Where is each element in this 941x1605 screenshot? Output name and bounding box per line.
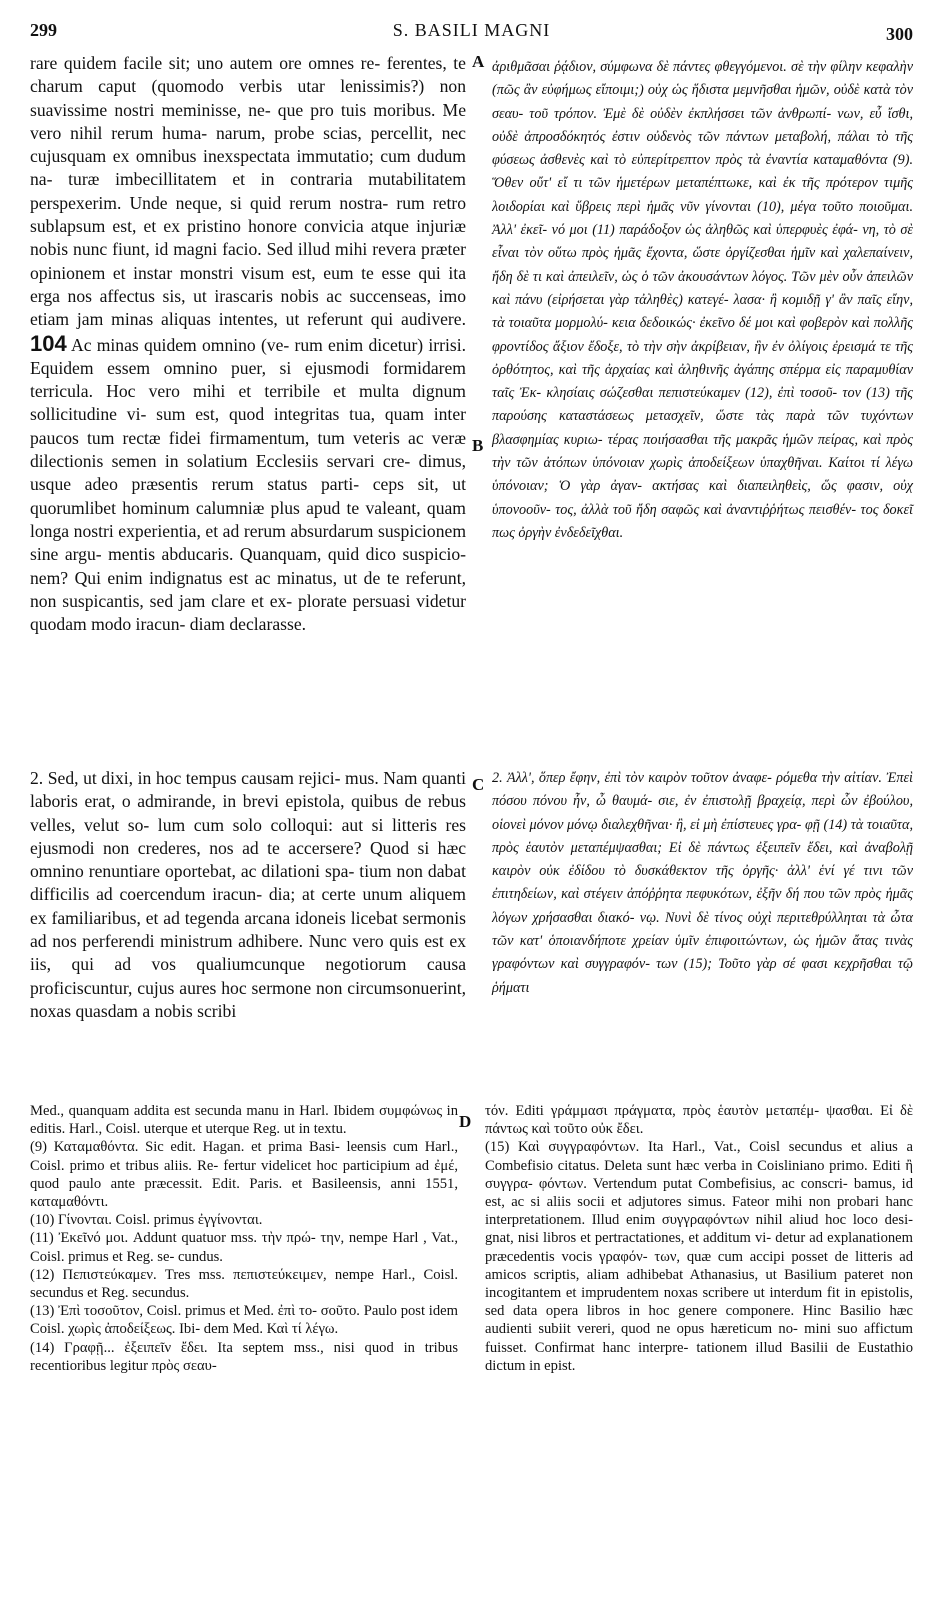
footnote: (12) Πεπιστεύκαμεν. Tres mss. πεπιστεύκειμεν, nempe Harl., Coisl. secundus et Reg. secundus.	[30, 1266, 458, 1302]
margin-marker-c: C	[472, 775, 485, 794]
footnote: Med., quanquam addita est secunda manu in Harl. Ibidem συμφώνως in editis. Harl., Coisl. uterque et uterque Reg. ut in textu.	[30, 1103, 458, 1138]
footnote: (13) Ἐπὶ τοσοῦτον, Coisl. primus et Med. ἐπὶ το- σοῦτο. Paulo post idem Coisl. χωρὶς ἀποδείξεως. Ibi- dem Med. Καὶ τί λέγω.	[30, 1303, 458, 1338]
greek-paragraph-2: 2. Ἀλλ', ὅπερ ἔφην, ἐπὶ τὸν καιρὸν τοῦτον ἀναφε- ρόμεθα τὴν αἰτίαν. Ἐπεὶ πόσου πόνου ἦν, ὦ θαυμά- σιε, ἐν ἐπιστολῇ βραχείᾳ, περὶ ὧν ἐβούλου, οἱονεὶ μόνον μόνῳ διαλεχθῆναι· ἢ, εἰ μὴ ἐπίστευες γρα- φῇ (14) τὰ τοιαῦτα, πρὸς ἑαυτὸν μεταπέμψασθαι; Εἰ δὲ πάντως ἐξειπεῖν ἔδει, καὶ ἀναβολῇ καιρὸν οὐκ ἐδίδου τὸ δυσκάθεκτον τῆς ὀργῆς· ἀλλ' ἑνί γέ τινι τῶν ἐπιτηδείων, καὶ στέγειν ἀπόῤῥητα πεφυκότων, ἐξῆν δή που τῶν πρὸς ἡμᾶς λόγων χρήσασθαι διακό- νῳ. Νυνὶ δὲ τίνος οὐχὶ περιτεθρύλληται τὰ ὦτα τῶν κατ' ὁποιανδήποτε χρείαν ὑμῖν ἐπιφοιτώντων, ὡς ἡμῶν ἄτας τινὰς γραφόντων καὶ συγγραφόν- των (15); Τοῦτο γὰρ σέ φασι κεχρῆσθαι τῷ ῥήματι	[492, 770, 913, 996]
column-number: 104	[30, 330, 67, 356]
greek-paragraph-1: ἀριθμᾶσαι ῥᾴδιον, σύμφωνα δὲ πάντες φθεγγόμενοι. σὲ τὴν φίλην κεφαλὴν (πῶς ἂν εὐφήμως εἴποιμι;) οὐχ ὡς ἥδιστα μεμνῆσθαι ἡμῶν, οὐδὲ κατὰ τὸν σεαυ- τοῦ τρόπον. Ἐμὲ δὲ οὐδὲν ἐκπλήσσει τῶν ἀνθρωπί- νων, εὖ ἴσθι, οὐδὲ ἀπροσδόκητός ἐστιν οὐδενὸς τῶν πάντων μεταβολή, πάλαι τὸ τῆς φύσεως ἀσθενὲς καὶ τὸ εὐπερίτρεπτον πρὸς τὰ ἐναντία καταμαθόντα (9). Ὅθεν οὔτ' εἴ τι τῶν ἡμετέρων μεταπέπτωκε, καὶ ἐκ τῆς πρότερον τιμῆς λοιδορίαι καὶ ὕβρεις περὶ ἡμᾶς νῦν γίνονται (10), μέγα τοῦτο ποιοῦμαι. Ἀλλ' ἐκεῖ- νό μοι (11) παράδοξον ὡς ἀληθῶς καὶ ὑπερφυὲς ἐφά- νη, τὸ σὲ εἶναι τὸν οὕτω πρὸς ἡμᾶς ἔχοντα, ὥστε ὀργίζεσθαι ἡμῖν καὶ χαλεπαίνειν, ἤδη δὲ τι καὶ ἀπειλεῖν, ὡς ὁ τῶν ἀκουσάντων λόγος. Τῶν μὲν οὖν ἀπειλῶν καὶ πάνυ (εἰρήσεται γὰρ τἀληθὲς) κατεγέ- λασα· ἢ κομιδῇ γ' ἂν παῖς εἴην, τὰ τοιαῦτα μορμολύ- κεια δεδοικώς· ἐκεῖνο δέ μοι καὶ φοβερὸν καὶ πολλῆς φροντίδος ἄξιον ἔδοξε, τὸ τὴν σὴν ἀκρίβειαν, ἣν ἐν ὀλίγοις ἐρεισμά τε τῆς ὀρθότητος, καὶ τῆς ἀρχαίας καὶ ἀληθινῆς ἀγάπης σπέρμα εἰς παραμυθίαν ταῖς Ἐκ- κλησίαις σώζεσθαι πεπιστεύκαμεν (12), ἐπὶ τοσοῦ- τον (13) τῆς παρούσης καταστάσεως μετασχεῖν, ὥστε τὰς παρὰ τῶν τυχόντων βλασφημίας κυριω- τέρας ποιήσασθαι τῆς μακρᾶς ἡμῶν πείρας, καὶ πρὸς τὴν τῶν ἀτόπων ὑπόνοιαν χωρὶς ἀποδείξεων ὑπαχθῆναι. Καίτοι τί λέγω ὑπόνοιαν; Ὁ γὰρ ἀγαν- ακτήσας καὶ διαπειληθεὶς, ὥς φασιν, οὐχ ὑπονοοῦν- τος, ἀλλὰ τοῦ ἤδη σαφῶς καὶ ἀναντιῤῥήτως πεισθέν- τος δοκεῖ πως ὀργὴν ἐνδεδεῖχθαι.	[492, 59, 913, 541]
footnote: τόν. Editi γράμμασι πράγματα, πρὸς ἑαυτὸν μεταπέμ- ψασθαι. Εἰ δὲ πάντως καὶ τοῦτο οὐκ ἔδει.	[485, 1103, 913, 1138]
footnotes-left	[30, 1102, 458, 1375]
page-number-left: 299	[30, 20, 57, 40]
running-head-title: S. BASILI MAGNI	[392, 20, 551, 40]
footnote: (14) Γραφῇ... ἐξειπεῖν ἔδει. Ita septem mss., nisi quod in tribus recentioribus legitur πρὸς σεαυ-	[30, 1339, 458, 1374]
latin-paragraph-2: 2. Sed, ut dixi, in hoc tempus causam rejici- mus. Nam quanti laboris erat, o admirande, in brevi epistola, quibus de rebus velles, velut so- lum cum solo colloqui: aut si litteris res ejusmodi non crederes, nos ad te accersere? Quod si hæc omnino renuntiare oportebat, ac dilationi spa- tium non dabat difficilis ad coercendum iracun- dia; at certe unum aliquem ex familiaribus, et ad tegenda arcana idoneis licebat sermonis ad nos perferendi ministrum adhibere. Nunc vero quis est ex iis, qui ad vos qualiumcunque negotiorum causa proficiscuntur, cujus aures hoc sermone non circumsonuerint, noxas quasdam a nobis scribi	[30, 768, 466, 1021]
margin-marker-b: B	[472, 436, 484, 455]
page-number-right: 300	[886, 24, 913, 44]
latin-paragraph-1	[30, 52, 466, 636]
footnote: (9) Καταμαθόντα. Sic edit. Hagan. et prima Basi- leensis cum Harl., Coisl. primo et tribus aliis. Re- fertur videlicet hoc participium ad ἐμέ, quod paulo ante præcessit. Edit. Paris. et Basileensis, anni 1551, καταμαθόντι.	[30, 1139, 458, 1211]
latin-paragraph-1-end: Ac minas quidem omnino (ve- rum enim dicetur) irrisi. Equidem essem omnino puer, si ejusmodi formidarem terricula. Hoc vero mihi et terribile et multa dignum sollicitudine vi- sum est, quod integritas tua, quam inter paucos tum rectæ fidei firmamentum, tum veteris ac veræ dilectionis semen in solatium Ecclesiis servari cre- dimus, usque adeo præsentis rerum status parti- ceps sit, ut quorumlibet hominum calumniæ plus apud te valeant, quam longa nostri experientia, et ad rerum absurdarum suspicionem sine argu- mentis abducaris. Quanquam, quid dico suspicio- nem? Qui enim indignatus est ac minatus, ut de te referunt, non suspicantis, sed jam clare et ex- plorate persuasi videtur quodam modo iracun- diam declarasse.	[30, 334, 467, 635]
margin-marker-d: D	[459, 1112, 472, 1131]
footnote: (15) Καὶ συγγραφόντων. Ita Harl., Vat., Coisl secundus et alius a Combefisio citatus. Deleta sunt hæc verba in Coisliniano primo. Editi ἢ συγγρα- φόντων. Vertendum putat Combefisius, ac conscri- bamus, id est, ac si aliis socii et adjutores simus. Fateor mihi non probari hanc interpretationem. Illud enim συγγραφόντων nihil aliud hoc loco desi- gnat, nisi libros et pertractationes, et additum vi- detur ad explanationem præcedentis vocis γραφόν- των, quæ cum accipi posset de litteris ad amicos scriptis, aliam adhibebat Athanasius, ut Basilium pateret non incogitantem et imprudentem noxas scribere ut interdum fit in epistolis, sed data opera libros in hoc genere componere. Hinc Basilio hæc audienti subiit vereri, quod ne opus hæreticum no- mini suo affictum fuisset. Confirmat hanc interpre- tationem illud Basilii de Eustathio dictum in epist.	[485, 1139, 913, 1374]
margin-marker-a: A	[472, 52, 485, 71]
latin-paragraph-1-start: rare quidem facile sit; uno autem ore omnes re- ferentes, te charum caput (quomodo verbis utar lenissimis?) non suavissime nostri meminisse, ne- que pro tuis moribus. Me vero nihil rerum huma- narum, probe scias, percellit, nec cujusquam ex omnibus inexspectata immutatio; cum dudum na- turæ imbecillitatem et in contraria mutabilitatem perspexerim. Unde neque, si quid rerum nostra- rum retro sublapsum est, et ex pristino honore convicia atque injuriæ nobis nunc fiunt, id magni facio. Sed illud mihi revera præter opinionem et instar monstri visum est, eum te esse qui ita erga nos affectus sis, ut irascaris nobis ac succenseas, imo etiam jam minas aliquas intentes, ut referunt qui audivere.	[30, 53, 466, 330]
footnote: (11) Ἐκεῖνό μοι. Addunt quatuor mss. τὴν πρώ- την, nempe Harl , Vat., Coisl. primus et Reg. se- cundus.	[30, 1230, 458, 1265]
footnote: (10) Γίνονται. Coisl. primus ἐγγίνονται.	[30, 1212, 263, 1229]
running-header	[30, 14, 913, 48]
footnotes-right	[485, 1102, 913, 1375]
